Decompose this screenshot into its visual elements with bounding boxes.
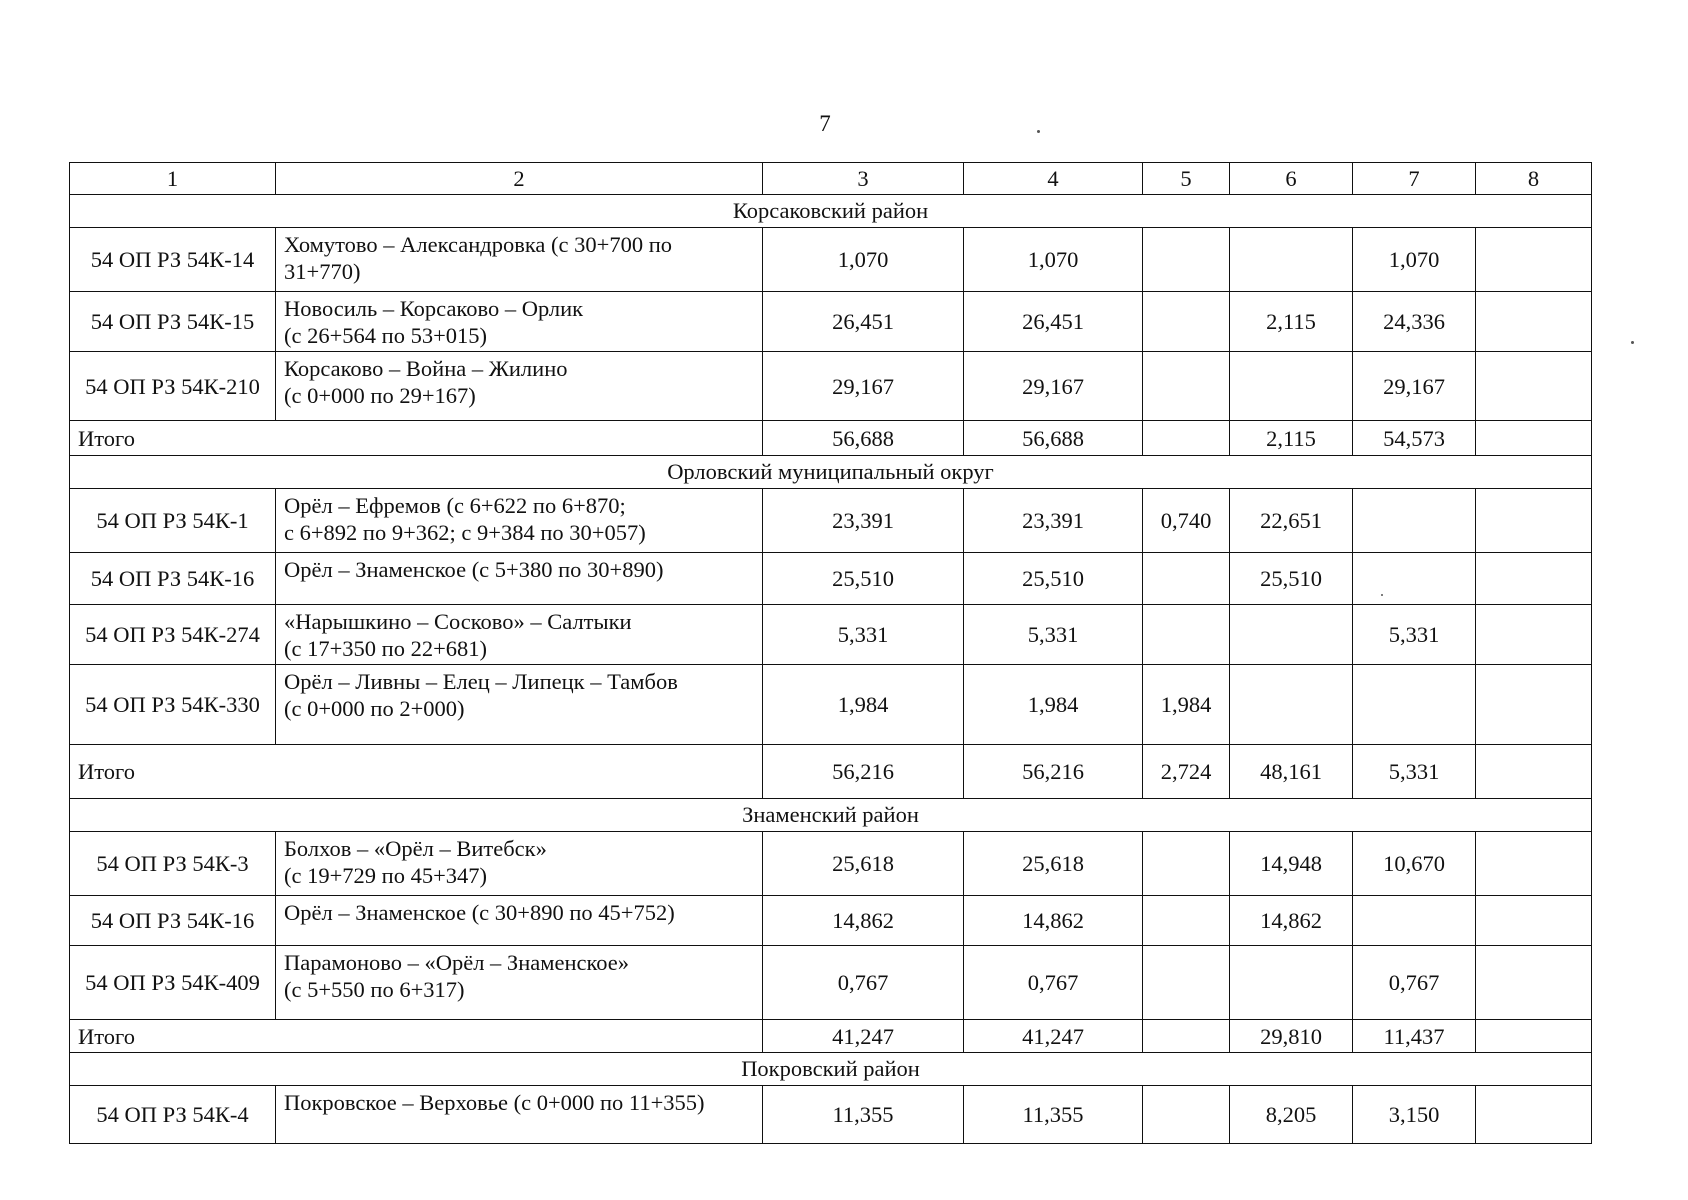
scan-speck: [1631, 341, 1634, 344]
road-name-line: (с 5+550 по 6+317): [284, 977, 465, 1002]
road-code: 54 ОП РЗ 54К-16: [70, 896, 276, 946]
section-row: [70, 1053, 1592, 1086]
value-c8: [1476, 946, 1592, 1020]
value-c4: 1,984: [964, 665, 1143, 745]
table-body: [70, 163, 1592, 1144]
column-number-2: 2: [276, 163, 763, 195]
value-c5: [1143, 292, 1230, 352]
total-c7: 11,437: [1353, 1020, 1476, 1053]
road-name-line: (с 17+350 по 22+681): [284, 636, 488, 661]
total-label: Итого: [70, 745, 763, 799]
road-code: 54 ОП РЗ 54К-330: [70, 665, 276, 745]
table-row: [70, 352, 1592, 421]
total-label: Итого: [70, 421, 763, 456]
section-row: [70, 195, 1592, 228]
total-row: [70, 1020, 1592, 1053]
table-row: [70, 665, 1592, 745]
road-code: 54 ОП РЗ 54К-1: [70, 489, 276, 553]
column-number-1: 1: [70, 163, 276, 195]
value-c6: 2,115: [1230, 292, 1353, 352]
road-name-line: Орёл – Знаменское (с 5+380 по 30+890): [284, 557, 664, 582]
column-number-7: 7: [1353, 163, 1476, 195]
value-c4: 23,391: [964, 489, 1143, 553]
total-c6: 29,810: [1230, 1020, 1353, 1053]
value-c6: [1230, 946, 1353, 1020]
value-c6: 22,651: [1230, 489, 1353, 553]
total-c4: 56,216: [964, 745, 1143, 799]
table-row: [70, 832, 1592, 896]
value-c3: 25,510: [763, 553, 964, 605]
value-c8: [1476, 228, 1592, 292]
road-code: 54 ОП РЗ 54К-3: [70, 832, 276, 896]
road-code: 54 ОП РЗ 54К-16: [70, 553, 276, 605]
road-name: [276, 605, 763, 665]
road-name-line: Хомутово – Александровка (с 30+700 по: [284, 232, 673, 257]
road-name-line: (с 26+564 по 53+015): [284, 323, 488, 348]
value-c6: [1230, 228, 1353, 292]
section-title: Корсаковский район: [70, 195, 1592, 228]
value-c6: [1230, 352, 1353, 421]
road-name-line: (с 19+729 по 45+347): [284, 863, 488, 888]
road-code: 54 ОП РЗ 54К-14: [70, 228, 276, 292]
total-c7: 54,573: [1353, 421, 1476, 456]
value-c3: 25,618: [763, 832, 964, 896]
value-c7: 5,331: [1353, 605, 1476, 665]
road-code: 54 ОП РЗ 54К-409: [70, 946, 276, 1020]
value-c4: 29,167: [964, 352, 1143, 421]
value-c3: 23,391: [763, 489, 964, 553]
total-c5: [1143, 421, 1230, 456]
road-name: [276, 832, 763, 896]
road-name: [276, 553, 763, 605]
value-c8: [1476, 832, 1592, 896]
value-c7: [1353, 665, 1476, 745]
total-c8: [1476, 1020, 1592, 1053]
total-c6: 48,161: [1230, 745, 1353, 799]
table-row: [70, 228, 1592, 292]
road-name: [276, 665, 763, 745]
road-code: 54 ОП РЗ 54К-274: [70, 605, 276, 665]
column-number-4: 4: [964, 163, 1143, 195]
value-c7: 29,167: [1353, 352, 1476, 421]
header-row: [70, 163, 1592, 195]
total-c8: [1476, 421, 1592, 456]
page-number: 7: [819, 111, 831, 136]
value-c5: [1143, 946, 1230, 1020]
value-c4: 0,767: [964, 946, 1143, 1020]
value-c5: [1143, 228, 1230, 292]
value-c7: 3,150: [1353, 1086, 1476, 1144]
value-c4: 14,862: [964, 896, 1143, 946]
value-c7: [1353, 553, 1476, 605]
value-c3: 1,984: [763, 665, 964, 745]
road-name-line: (с 0+000 по 29+167): [284, 383, 476, 408]
value-c8: [1476, 489, 1592, 553]
scan-speck: [1381, 594, 1383, 596]
value-c4: 25,510: [964, 553, 1143, 605]
value-c8: [1476, 665, 1592, 745]
total-row: [70, 745, 1592, 799]
value-c5: [1143, 832, 1230, 896]
column-number-3: 3: [763, 163, 964, 195]
value-c5: 1,984: [1143, 665, 1230, 745]
roads-table: [69, 162, 1592, 1144]
value-c8: [1476, 292, 1592, 352]
value-c6: 14,948: [1230, 832, 1353, 896]
value-c5: [1143, 605, 1230, 665]
road-name-line: с 6+892 по 9+362; с 9+384 по 30+057): [284, 520, 646, 545]
table-row: [70, 489, 1592, 553]
section-row: [70, 799, 1592, 832]
road-name: [276, 352, 763, 421]
road-name-line: Парамоново – «Орёл – Знаменское»: [284, 950, 630, 975]
table-row: [70, 553, 1592, 605]
total-c4: 41,247: [964, 1020, 1143, 1053]
value-c5: 0,740: [1143, 489, 1230, 553]
road-name-line: (с 0+000 по 2+000): [284, 696, 465, 721]
table-row: [70, 1086, 1592, 1144]
value-c5: [1143, 352, 1230, 421]
road-name-line: «Нарышкино – Сосково» – Салтыки: [284, 609, 632, 634]
road-code: 54 ОП РЗ 54К-210: [70, 352, 276, 421]
road-name: [276, 228, 763, 292]
value-c5: [1143, 1086, 1230, 1144]
road-name-line: Болхов – «Орёл – Витебск»: [284, 836, 547, 861]
road-name: [276, 489, 763, 553]
total-c6: 2,115: [1230, 421, 1353, 456]
value-c3: 14,862: [763, 896, 964, 946]
value-c3: 11,355: [763, 1086, 964, 1144]
value-c7: 24,336: [1353, 292, 1476, 352]
value-c3: 0,767: [763, 946, 964, 1020]
value-c7: 1,070: [1353, 228, 1476, 292]
total-c5: [1143, 1020, 1230, 1053]
value-c6: [1230, 605, 1353, 665]
value-c8: [1476, 896, 1592, 946]
total-label: Итого: [70, 1020, 763, 1053]
total-row: [70, 421, 1592, 456]
value-c4: 1,070: [964, 228, 1143, 292]
scan-speck: [1037, 130, 1040, 133]
table-row: [70, 292, 1592, 352]
road-code: 54 ОП РЗ 54К-15: [70, 292, 276, 352]
value-c6: 25,510: [1230, 553, 1353, 605]
value-c8: [1476, 352, 1592, 421]
table-row: [70, 946, 1592, 1020]
road-name-line: 31+770): [284, 259, 361, 284]
value-c8: [1476, 553, 1592, 605]
road-name-line: Орёл – Знаменское (с 30+890 по 45+752): [284, 900, 675, 925]
road-name: [276, 292, 763, 352]
road-name: [276, 946, 763, 1020]
section-title: Знаменский район: [70, 799, 1592, 832]
section-title: Покровский район: [70, 1053, 1592, 1086]
road-name-line: Новосиль – Корсаково – Орлик: [284, 296, 584, 321]
road-code: 54 ОП РЗ 54К-4: [70, 1086, 276, 1144]
value-c3: 29,167: [763, 352, 964, 421]
total-c5: 2,724: [1143, 745, 1230, 799]
value-c4: 5,331: [964, 605, 1143, 665]
section-row: [70, 456, 1592, 489]
value-c6: 8,205: [1230, 1086, 1353, 1144]
value-c8: [1476, 1086, 1592, 1144]
total-c4: 56,688: [964, 421, 1143, 456]
road-name-line: Покровское – Верховье (с 0+000 по 11+355): [284, 1090, 705, 1115]
road-name: [276, 896, 763, 946]
road-name-line: Орёл – Ливны – Елец – Липецк – Тамбов: [284, 669, 678, 694]
total-c3: 41,247: [763, 1020, 964, 1053]
total-c7: 5,331: [1353, 745, 1476, 799]
table-row: [70, 896, 1592, 946]
section-title: Орловский муниципальный округ: [70, 456, 1592, 489]
value-c3: 26,451: [763, 292, 964, 352]
total-c3: 56,216: [763, 745, 964, 799]
table-row: [70, 605, 1592, 665]
value-c7: [1353, 896, 1476, 946]
value-c3: 5,331: [763, 605, 964, 665]
value-c5: [1143, 553, 1230, 605]
total-c3: 56,688: [763, 421, 964, 456]
value-c8: [1476, 605, 1592, 665]
value-c3: 1,070: [763, 228, 964, 292]
value-c6: 14,862: [1230, 896, 1353, 946]
value-c7: [1353, 489, 1476, 553]
column-number-5: 5: [1143, 163, 1230, 195]
value-c7: 10,670: [1353, 832, 1476, 896]
road-name: [276, 1086, 763, 1144]
value-c4: 11,355: [964, 1086, 1143, 1144]
value-c5: [1143, 896, 1230, 946]
total-c8: [1476, 745, 1592, 799]
value-c4: 25,618: [964, 832, 1143, 896]
value-c4: 26,451: [964, 292, 1143, 352]
road-name-line: Корсаково – Война – Жилино: [284, 356, 568, 381]
value-c6: [1230, 665, 1353, 745]
road-name-line: Орёл – Ефремов (с 6+622 по 6+870;: [284, 493, 626, 518]
column-number-6: 6: [1230, 163, 1353, 195]
value-c7: 0,767: [1353, 946, 1476, 1020]
column-number-8: 8: [1476, 163, 1592, 195]
